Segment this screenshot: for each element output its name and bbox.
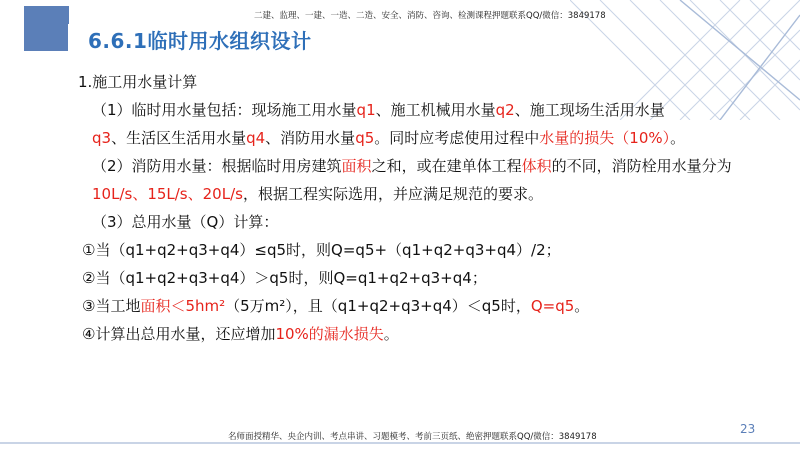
text-span: ④计算出总用水量，还应增加	[82, 325, 276, 343]
highlight-volume: 体积	[521, 157, 552, 175]
text-span: 的不同，消防栓用水量分为	[551, 157, 732, 175]
text-span: 、生活区生活用水量	[111, 129, 247, 147]
formula-case-4	[48, 320, 776, 348]
text-span: 、施工现场生活用水量	[514, 101, 665, 119]
text-span: ③当工地	[82, 297, 141, 315]
slide-title: 6.6.1临时用水组织设计	[88, 29, 312, 53]
text-span: ，根据工程实际选用，并应满足规范的要求。	[242, 185, 543, 203]
corner-square-decoration	[24, 6, 69, 51]
highlight-flow-rates: 10L/s、15L/s、20L/s	[92, 185, 243, 203]
section-heading: 1.施工用水量计算	[78, 73, 198, 91]
text-span: （2）消防用水量：根据临时用房建筑	[92, 157, 342, 175]
formula-case-1: ①当（q1+q2+q3+q4）≤q5时，则Q=q5+（q1+q2+q3+q4）/2；	[82, 241, 561, 259]
text-span: 。同时应考虑使用过程中	[374, 129, 540, 147]
highlight-area: 面积	[341, 157, 372, 175]
text-span: 、施工机械用水量	[375, 101, 496, 119]
highlight-leak-loss: 10%的漏水损失	[275, 325, 384, 343]
footer-divider	[0, 442, 800, 444]
page-number: 23	[740, 422, 756, 436]
highlight-site-area: 面积＜5hm²	[140, 297, 226, 315]
bottom-contact-note: 名师面授精华、央企内训、考点串讲、习题模考、考前三页纸、绝密押题联系QQ/微信：3849178	[228, 432, 597, 442]
highlight-q1: q1	[356, 101, 376, 119]
highlight-q-equals-q5: Q=q5	[530, 297, 575, 315]
formula-case-2: ②当（q1+q2+q3+q4）＞q5时，则Q=q1+q2+q3+q4；	[82, 269, 487, 287]
paragraph-total-water: （3）总用水量（Q）计算：	[92, 213, 279, 231]
slide-content	[48, 68, 776, 348]
highlight-q3: q3	[92, 129, 112, 147]
text-span: 之和，或在建单体工程	[371, 157, 522, 175]
paragraph-water-usage	[48, 96, 776, 152]
highlight-q2: q2	[495, 101, 515, 119]
highlight-q4: q4	[246, 129, 266, 147]
top-contact-note: 二建、监理、一建、一造、二造、安全、消防、咨询、检测课程押题联系QQ/微信：3849178	[254, 11, 606, 21]
text-span: （1）临时用水量包括：现场施工用水量	[92, 101, 357, 119]
text-span: 。	[574, 297, 590, 315]
paragraph-fire-water	[48, 152, 776, 208]
text-span: 、消防用水量	[265, 129, 356, 147]
text-span: 。	[670, 129, 686, 147]
highlight-q5: q5	[355, 129, 375, 147]
highlight-water-loss: 水量的损失（10%）	[539, 129, 671, 147]
formula-case-3	[48, 292, 776, 320]
text-span: 。	[383, 325, 399, 343]
text-span: （5万m²），且（q1+q2+q3+q4）＜q5时，	[225, 297, 531, 315]
